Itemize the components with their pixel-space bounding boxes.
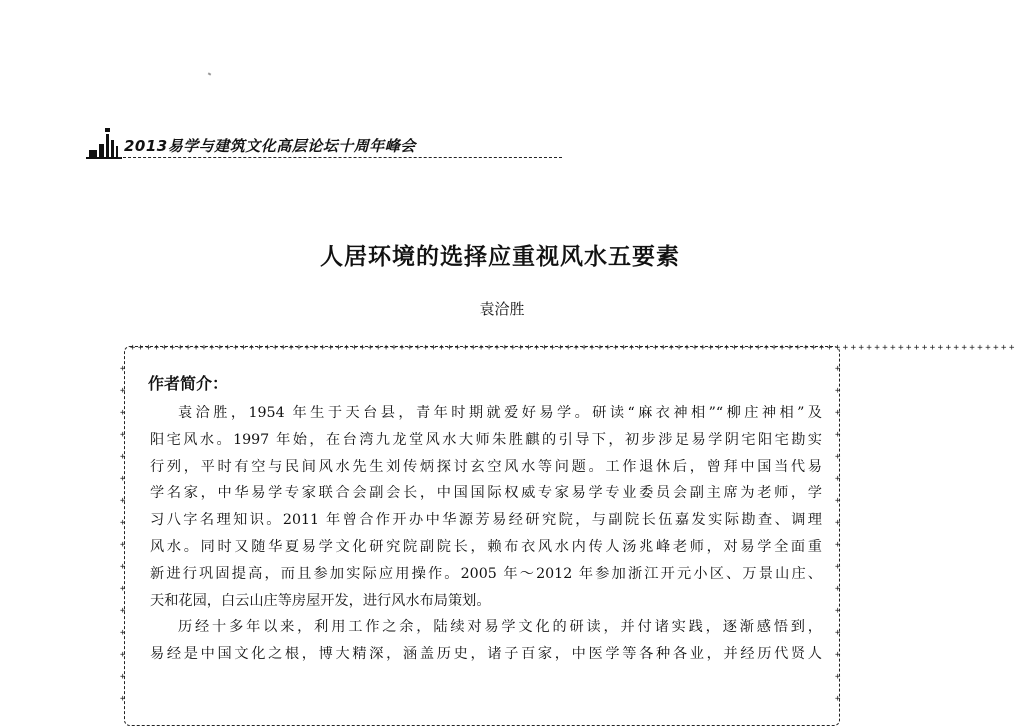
box-border-right: ++++++++++++++++: [835, 364, 841, 704]
box-border-top: ++++++++++++++++++++++++++++++++++++++++++++++++++++++++++++++++++++++++++++++++++++++++++++++++++++++++++++++++: [130, 343, 1017, 353]
header-title: 2013易学与建筑文化高层论坛十周年峰会: [124, 137, 416, 155]
intro-line: 阳宅风水。1997 年始，在台湾九龙堂风水大师朱胜麒的引导下，初步涉足易学阴宅阳宅勘实: [150, 431, 822, 448]
intro-line: 袁洽胜，1954 年生于天台县，青年时期就爱好易学。研读“麻衣神相”“柳庄神相”及: [178, 405, 822, 421]
article-title: 人居环境的选择应重视风水五要素: [320, 244, 680, 270]
intro-line: 习八字名理知识。2011 年曾合作开办中华源芳易经研究院，与副院长伍嘉发实际勘查、调理: [150, 512, 822, 529]
intro-line: 行列，平时有空与民间风水先生刘传炳探讨玄空风水等问题。工作退休后，曾拜中国当代易: [150, 458, 822, 475]
header-divider: [118, 157, 562, 158]
intro-line: 历经十多年以来，利用工作之余，陆续对易学文化的研读，并付诸实践，逐渐感悟到，: [178, 619, 822, 636]
intro-line: 易经是中国文化之根，博大精深，涵盖历史，诸子百家，中医学等各种各业，并经历代贤人: [150, 646, 822, 663]
scan-speck: [208, 72, 212, 75]
running-header: [86, 126, 476, 162]
intro-heading: 作者简介：: [148, 374, 229, 393]
pagoda-logo-icon: [86, 126, 122, 160]
intro-line: 风水。同时又随华夏易学文化研究院副院长，赖布衣风水内传人汤兆峰老师，对易学全面重: [150, 538, 822, 555]
intro-body: [150, 400, 822, 668]
intro-line: 天和花园，白云山庄等房屋开发，进行风水布局策划。: [150, 592, 491, 609]
article-author: 袁洽胜: [479, 300, 525, 318]
intro-line: 新进行巩固提高，而且参加实际应用操作。2005 年～2012 年参加浙江开元小区、万景山庄、: [150, 565, 822, 582]
box-border-left: ++++++++++++++++: [120, 364, 126, 704]
intro-line: 学名家，中华易学专家联合会副会长，中国国际权威专家易学专业委员会副主席为老师，学: [150, 485, 822, 502]
